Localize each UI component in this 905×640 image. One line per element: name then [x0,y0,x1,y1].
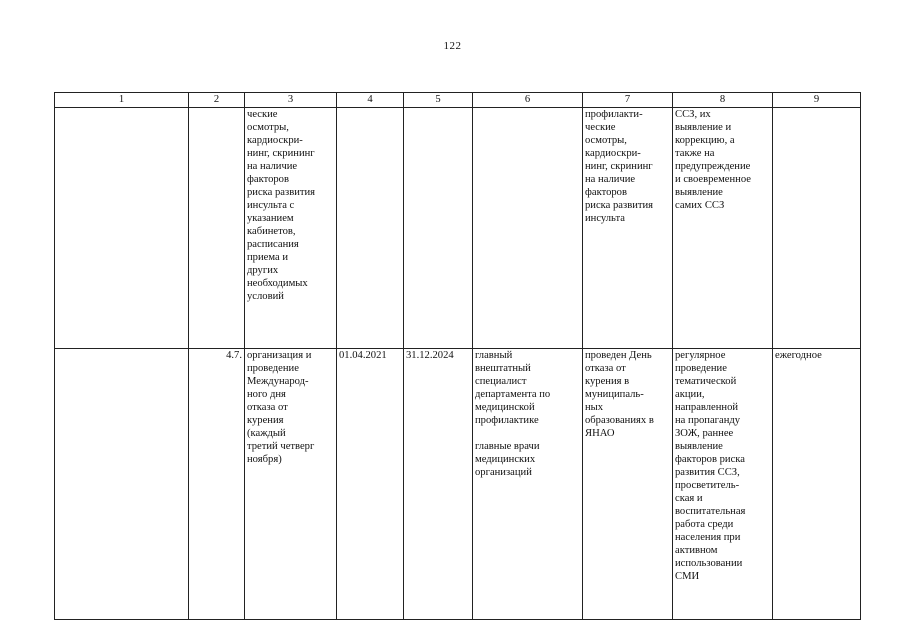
cell-text: проведен День отказа от курения в муниципаль- ных образованиях в ЯНАО [585,350,654,439]
column-header-4: 4 [337,93,404,108]
cell-result [583,349,673,620]
cell-end-date [404,349,473,620]
cell-item-number [189,349,245,620]
cell-text: 4.7. [226,350,242,361]
column-header-5: 5 [404,93,473,108]
cell-responsible [473,108,583,349]
cell-result [583,108,673,349]
cell-responsible [473,349,583,620]
cell-section [55,349,189,620]
column-header-8: 8 [673,93,773,108]
measures-table [54,92,861,620]
table-row [55,349,861,620]
cell-item-number [189,108,245,349]
header-row [55,93,861,108]
cell-text: организация и проведение Международ- ного дня отказа от курения (каждый третий четверг ноября) [247,350,315,465]
column-header-7: 7 [583,93,673,108]
cell-text: 31.12.2024 [406,350,454,361]
cell-measure [245,108,337,349]
cell-text: 01.04.2021 [339,350,387,361]
column-header-1: 1 [55,93,189,108]
table-row [55,108,861,349]
cell-text: профилакти- ческие осмотры, кардиоскри- нинг, скрининг на наличие факторов риска развития инсульта [585,109,654,224]
page-number: 122 [443,40,462,52]
cell-text: ежегодное [775,350,822,361]
cell-description [673,108,773,349]
cell-text: регулярное проведение тематической акции, направленной на пропаганду ЗОЖ, раннее выявление факторов риска развития ССЗ, просветитель- ская и воспитательная работа среди населения при активном использовании СМИ [675,350,746,582]
cell-start-date [337,349,404,620]
cell-description [673,349,773,620]
column-header-9: 9 [773,93,861,108]
column-header-2: 2 [189,93,245,108]
cell-measure [245,349,337,620]
cell-text: главный внештатный специалист департамента по медицинской профилактике главные врачи медицинских организаций [475,350,551,478]
column-header-3: 3 [245,93,337,108]
cell-end-date [404,108,473,349]
cell-text: ческие осмотры, кардиоскри- нинг, скрининг на наличие факторов риска развития инсульта с указанием кабинетов, расписания приема и других необходимых условий [247,109,316,302]
cell-start-date [337,108,404,349]
cell-section [55,108,189,349]
column-header-6: 6 [473,93,583,108]
cell-text: ССЗ, их выявление и коррекцию, а также на предупреждение и своевременное выявление самих ССЗ [675,109,751,211]
cell-frequency [773,108,861,349]
cell-frequency [773,349,861,620]
